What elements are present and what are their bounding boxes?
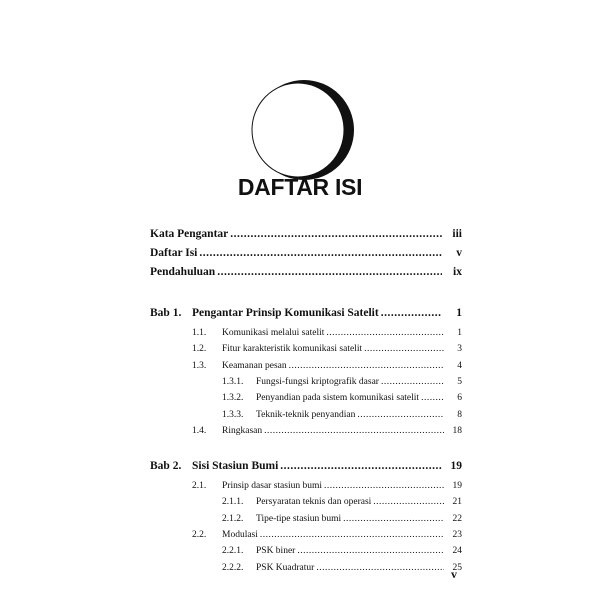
entry-label: Penyandian pada sistem komunikasi satelit xyxy=(256,393,420,404)
entry-label: Persyaratan teknis dan operasi xyxy=(256,497,372,508)
entry-label: Keamanan pesan xyxy=(222,360,287,371)
entry-number: Bab 1. xyxy=(150,307,182,319)
entry-label: Sisi Stasiun Bumi xyxy=(192,460,279,473)
entry-page-number: 1 xyxy=(457,328,462,338)
entry-page-number: 22 xyxy=(452,513,462,524)
entry-number: 2.1.2. xyxy=(222,513,244,524)
entry-number: 1.3.1. xyxy=(222,376,244,387)
entry-page-number: iii xyxy=(452,228,462,240)
entry-label: Komunikasi melalui satelit xyxy=(222,328,325,338)
entry-number: 2.1.1. xyxy=(222,497,244,508)
toc-chapter-entry xyxy=(150,460,462,472)
entry-page-number: 3 xyxy=(457,344,462,355)
entry-page-number: 19 xyxy=(452,481,462,492)
toc-section-entry xyxy=(222,410,462,420)
entry-label: Prinsip dasar stasiun bumi xyxy=(222,481,323,492)
entry-number: 2.2. xyxy=(192,530,207,540)
toc-front-entry xyxy=(150,247,462,259)
entry-label: Teknik-teknik penyandian xyxy=(256,409,356,420)
toc-section-entry xyxy=(192,481,462,491)
dot-leader xyxy=(230,228,442,240)
entry-page-number: 8 xyxy=(457,409,462,420)
dot-leader xyxy=(260,530,444,540)
entry-number: 1.2. xyxy=(192,344,207,355)
entry-label: PSK Kuadratur xyxy=(256,562,315,573)
dot-leader xyxy=(324,481,444,491)
entry-page-number: 1 xyxy=(456,307,462,319)
entry-label: Pendahuluan xyxy=(150,266,216,278)
dot-leader xyxy=(357,410,444,420)
toc-section-entry xyxy=(222,497,462,507)
entry-page-number: ix xyxy=(453,266,462,278)
entry-label: Daftar Isi xyxy=(150,247,198,259)
crescent-circle-emblem-icon xyxy=(248,78,356,182)
entry-page-number: v xyxy=(456,247,462,259)
toc-section-entry xyxy=(222,546,462,556)
entry-page-number: 21 xyxy=(452,497,462,508)
entry-number: 1.4. xyxy=(192,425,207,436)
page-title: DAFTAR ISI xyxy=(237,174,363,200)
dot-leader xyxy=(343,514,444,524)
toc-chapter-entry xyxy=(150,307,462,319)
entry-page-number: 19 xyxy=(450,460,462,473)
entry-label: Pengantar Prinsip Komunikasi Satelit xyxy=(192,307,379,319)
entry-label: Fungsi-fungsi kriptografik dasar xyxy=(256,376,379,387)
toc-section-entry xyxy=(192,344,462,354)
page-number: v xyxy=(451,567,457,581)
toc-section-entry xyxy=(222,514,462,524)
dot-leader xyxy=(264,426,444,436)
dot-leader xyxy=(289,361,444,371)
entry-number: 1.3.3. xyxy=(222,409,244,420)
dot-leader xyxy=(199,247,442,259)
entry-number: Bab 2. xyxy=(150,460,182,473)
toc-section-entry xyxy=(222,393,462,403)
toc-section-entry xyxy=(192,530,462,540)
entry-label: Modulasi xyxy=(222,530,258,540)
entry-label: Tipe-tipe stasiun bumi xyxy=(256,513,342,524)
dot-leader xyxy=(297,546,444,556)
entry-number: 1.1. xyxy=(192,328,207,338)
entry-number: 1.3. xyxy=(192,360,207,371)
entry-page-number: 24 xyxy=(452,546,462,557)
toc-section-entry xyxy=(192,426,462,436)
dot-leader xyxy=(381,307,442,319)
entry-page-number: 18 xyxy=(452,425,462,436)
entry-page-number: 4 xyxy=(457,360,462,371)
dot-leader xyxy=(421,393,444,403)
entry-page-number: 5 xyxy=(457,376,462,387)
entry-page-number: 23 xyxy=(452,530,462,540)
toc-front-entry xyxy=(150,266,462,278)
dot-leader xyxy=(217,266,442,278)
entry-page-number: 25 xyxy=(452,562,462,573)
dot-leader xyxy=(373,497,444,507)
dot-leader xyxy=(280,460,442,472)
toc-section-entry xyxy=(222,377,462,387)
toc-section-entry xyxy=(222,563,462,573)
entry-label: Ringkasan xyxy=(222,425,263,436)
entry-number: 2.2.1. xyxy=(222,546,244,557)
entry-label: PSK biner xyxy=(256,546,296,557)
entry-label: Fitur karakteristik komunikasi satelit xyxy=(222,344,363,355)
entry-label: Kata Pengantar xyxy=(150,228,229,240)
entry-number: 2.2.2. xyxy=(222,562,244,573)
dot-leader xyxy=(316,563,444,573)
dot-leader xyxy=(381,377,444,387)
entry-page-number: 6 xyxy=(457,393,462,404)
toc-front-entry xyxy=(150,228,462,240)
toc-section-entry xyxy=(192,328,462,338)
entry-number: 1.3.2. xyxy=(222,393,244,404)
dot-leader xyxy=(364,344,444,354)
toc-section-entry xyxy=(192,361,462,371)
dot-leader xyxy=(326,328,444,338)
entry-number: 2.1. xyxy=(192,481,207,492)
